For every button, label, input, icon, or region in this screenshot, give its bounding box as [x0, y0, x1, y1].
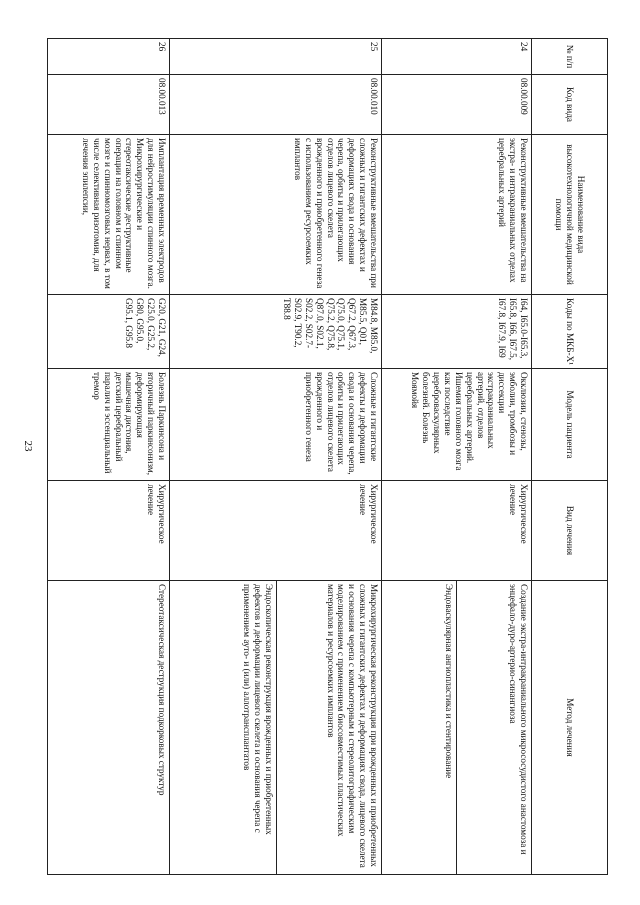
row-icd: M84.8, M85.0, M85.5, Q01, Q67.2, Q67.3, Q75.0, Q75.1, Q75.2, Q75.8, Q87.0, S02.1, S02.2, S02.7-S02.9, T90.2, T88.8 [170, 295, 382, 369]
header-num: № п/п [532, 39, 608, 75]
row-icd: I64, I65.0-I65.3, I65.8, I66, I67.5, I67.8, I67.9, I69 [382, 295, 532, 369]
header-model: Модель пациента [532, 369, 608, 481]
row-icd: G20, G21, G24, G25.0, G25.2, G80, G95.0, G95.1, G95.8 [48, 295, 170, 369]
row-name: Реконструктивные вмешательства при сложных и гигантских дефектах и деформациях свода и основания черепа, орбиты и прилегающих отделов лицевого скелета врожденного и приобретенного генеза с использованием ресурсоемких имплантов [170, 135, 382, 295]
row-code: 08.00.010 [170, 75, 382, 135]
row-name: Реконструктивные вмешательства на экстра- и интракраниальных отделах церебральных артерий [382, 135, 532, 295]
method-item: Эндоваскулярная ангиопластика и стентирование [444, 584, 454, 779]
row-model: Болезнь Паркинсона и вторичный паркинсонизм, деформирующая мышечная дистония, детский церебральный паралич и эссенциальный тремор [48, 369, 170, 481]
row-treatment: Хирургическое лечение [382, 481, 532, 581]
method-item: Создание экстра-интракраниального микрососудистого анастомоза и энцефало-дуро-артерио-синангиоза [456, 581, 531, 874]
row-num: 26 [48, 39, 170, 75]
header-method: Метод лечения [532, 581, 608, 875]
table-row [48, 39, 170, 875]
row-name: Имплантация временных электродов для нейростимуляции спинного мозга. Микрохирургические и стереотаксические деструктивные операции на головном и спинном мозге и спинномозговых нервах, в том числе селективная ризотомия, для лечения эпилепсии, [48, 135, 170, 295]
row-treatment: Хирургическое лечение [170, 481, 382, 581]
header-row [532, 39, 608, 875]
header-icd: Коды по МКБ-X¹ [532, 295, 608, 369]
row-num: 24 [382, 39, 532, 75]
rotated-table-wrapper [48, 38, 608, 874]
header-name: Наименование вида высокотехнологичной медицинской помощи [532, 135, 608, 295]
row-treatment: Хирургическое лечение [48, 481, 170, 581]
row-model: Сложные и гигантские дефекты и деформации свода и основания черепа, орбиты и прилегающих отделов лицевого скелета врожденного и приобретенного генеза [170, 369, 382, 481]
row-code: 08.00.009 [382, 75, 532, 135]
row-code: 08.00.013 [48, 75, 170, 135]
row-method: Стереотаксическая деструкция подкорковых структур [48, 581, 170, 875]
header-treatment: Вид лечения [532, 481, 608, 581]
vmp-table [47, 38, 608, 875]
row-model: Окклюзии, стенозы, эмболии, тромбозы и диссекции экстракраниальных артерий, отделов церебральных артерий. Ишемия головного мозга как последствие цереброваскулярных болезней. Болезнь Моямойя [382, 369, 532, 481]
table-row [170, 39, 382, 875]
row-num: 25 [170, 39, 382, 75]
table-row [382, 39, 532, 875]
page-number: 23 [22, 440, 34, 452]
method-item: Эндоскопическая реконструкция врожденных и приобретенных дефектов и деформации лицевого скелета и основания черепа с применением ауто- и (или) аллотрансплантатов [242, 584, 274, 835]
method-item: Микрохирургическая реконструкция при врожденных и приобретенных сложных и гигантских дефектах и деформациях свода, лицевого скелета и основания черепа с компьютерным и стереолитографическим моделированием с применением биосовместимых пластических материалов и ресурсоемких имплантов [276, 581, 381, 874]
row-method [382, 581, 532, 875]
row-method [170, 581, 382, 875]
header-code: Код вида [532, 75, 608, 135]
